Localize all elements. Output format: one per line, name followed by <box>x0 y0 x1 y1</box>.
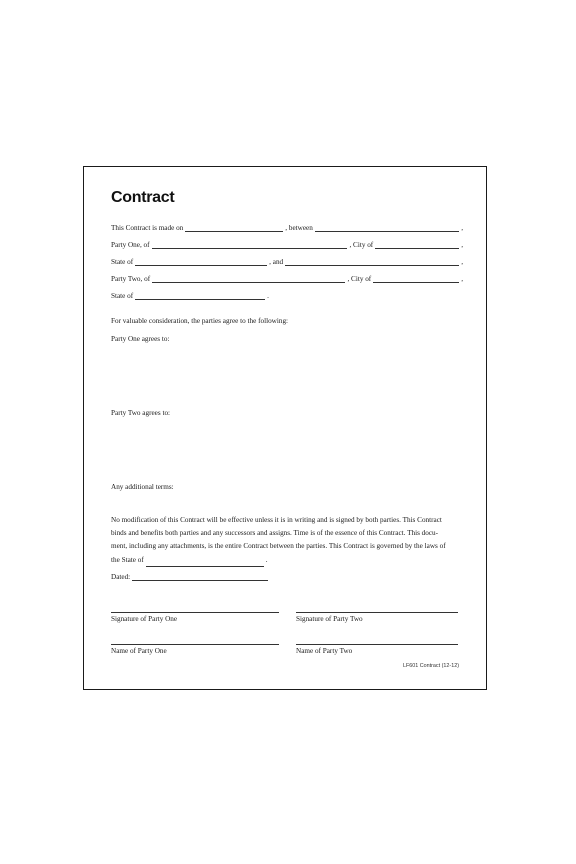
between-label: , between <box>285 224 313 232</box>
city-label: , City of <box>347 275 372 283</box>
party-one-address-line: Party One, of , City of , <box>111 241 463 249</box>
terms-line-2: binds and benefits both parties and any successors and assigns. Time is of the essence of this Contract. This docu- <box>111 529 439 538</box>
additional-terms-label: Any additional terms: <box>111 483 174 491</box>
consideration-text: For valuable consideration, the parties agree to the following: <box>111 317 289 325</box>
party-one-state-line: State of , and , <box>111 258 463 266</box>
and-label: , and <box>269 258 284 266</box>
terms-paragraph <box>111 514 461 567</box>
party-two-name-field[interactable] <box>285 258 459 266</box>
contract-date-line: This Contract is made on , between , <box>111 224 463 232</box>
party-two-agrees-label: Party Two agrees to: <box>111 409 171 417</box>
state-label: State of <box>111 258 134 266</box>
party-one-city-field[interactable] <box>375 241 459 249</box>
party-two-address-line: Party Two, of , City of , <box>111 275 463 283</box>
contract-form <box>83 166 487 690</box>
made-on-label: This Contract is made on <box>111 224 184 232</box>
party-two-address-field[interactable] <box>152 275 345 283</box>
governing-state-field[interactable] <box>146 559 264 567</box>
party-one-label: Party One, of <box>111 241 150 249</box>
dated-label: Dated: <box>111 573 131 581</box>
party-two-state-field[interactable] <box>135 292 265 300</box>
governing-state-line: the State of . <box>111 554 461 567</box>
party-one-address-field[interactable] <box>152 241 348 249</box>
name-party-one-label: Name of Party One <box>111 647 167 655</box>
party-one-agrees-label: Party One agrees to: <box>111 335 170 343</box>
party-one-state-field[interactable] <box>135 258 267 266</box>
name-party-one-field[interactable] <box>111 644 279 645</box>
signature-party-two-field[interactable] <box>296 612 458 613</box>
party-two-city-field[interactable] <box>373 275 459 283</box>
form-title: Contract <box>111 189 175 206</box>
signature-party-two-label: Signature of Party Two <box>296 615 363 623</box>
signature-party-one-field[interactable] <box>111 612 279 613</box>
between-field[interactable] <box>315 224 459 232</box>
dated-line <box>111 573 270 581</box>
signature-party-one-label: Signature of Party One <box>111 615 178 623</box>
contract-date-field[interactable] <box>185 224 283 232</box>
party-two-label: Party Two, of <box>111 275 151 283</box>
state-label: State of <box>111 292 134 300</box>
terms-line-3: ment, including any attachments, is the entire Contract between the parties. This Contract is governed by the laws of <box>111 542 446 551</box>
dated-field[interactable] <box>132 573 268 581</box>
name-party-two-field[interactable] <box>296 644 458 645</box>
name-party-two-label: Name of Party Two <box>296 647 353 655</box>
party-two-state-line: State of . <box>111 292 269 300</box>
state-of-label: the State of <box>111 555 144 564</box>
terms-line-1: No modification of this Contract will be effective unless it is in writing and is signed by both parties. This Contract <box>111 516 442 524</box>
city-label: , City of <box>349 241 374 249</box>
form-number: LF601 Contract (12-12) <box>402 663 459 669</box>
